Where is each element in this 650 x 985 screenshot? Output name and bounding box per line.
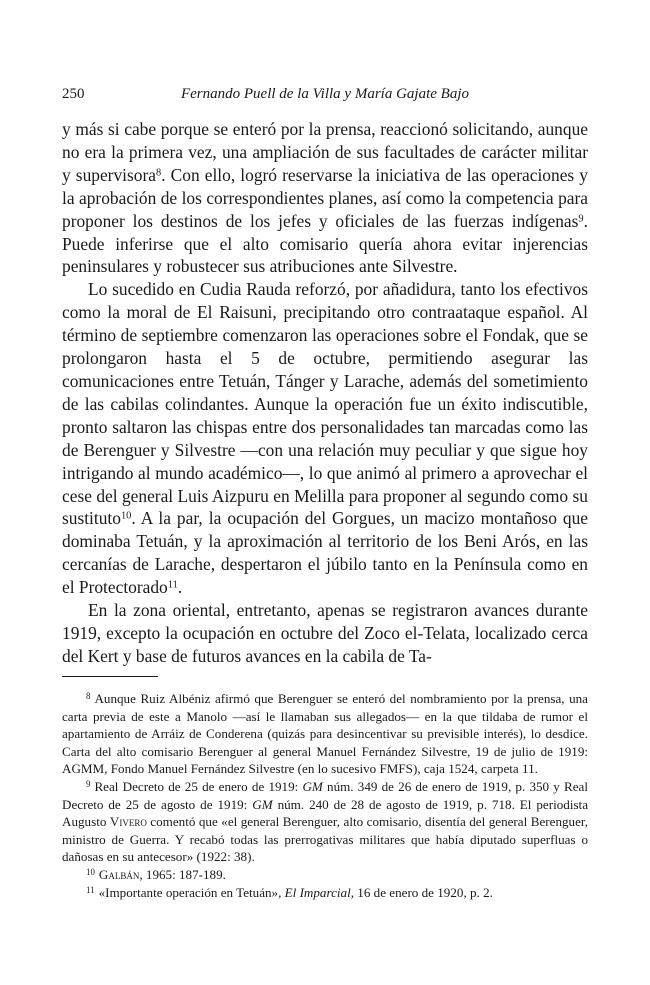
footnotes — [62, 690, 588, 901]
paragraph-1: y más si cabe porque se enteró por la prensa, reaccionó solicitando, aunque no era la primera vez, una ampliación de sus facultades de carácter militar y supervisora$^8$. Con ello, logró reservarse la iniciativa de las operaciones y la aprobación de los correspondientes planes, así como la competencia para proponer los destinos de los jefes y oficiales de las fuerzas indígenas$^9$. Puede inferirse que el alto comisario quería ahora evitar injerencias peninsulares y robustecer sus atribuciones ante Silvestre. — [62, 119, 588, 277]
author-name: Vivero — [109, 814, 147, 830]
footnote-separator — [62, 676, 158, 677]
footnote-10: $^{10}$ Galbán, 1965: 187-189. — [86, 866, 226, 882]
footnote-number: 8 — [86, 691, 91, 701]
footnote-ref-9[interactable]: 9 — [578, 212, 584, 224]
page-number: 250 — [62, 86, 85, 102]
footnote-ref-8[interactable]: 8 — [155, 167, 162, 179]
paragraph-2: Lo sucedido en Cudia Rauda reforzó, por añadidura, tanto los efectivos como la moral de El Raisuni, precipitando otro contraataque español. Al término de septiembre comenzaron las operaciones sobre el Fondak, que se prolongaron hasta el 5 de octubre, permitiendo asegurar las comunicaciones entre Tetuán, Tánger y Larache, además del sometimiento de las cabilas colindantes. Aunque la operación fue un éxito indiscutible, pronto saltaron las chispas entre dos personalidades tan marcadas como las de Berenguer y Silvestre —con una relación muy peculiar y que sigue hoy intrigando al mundo académico—, lo que animó al primero a aprovechar el cese del general Luis Aizpuru en Melilla para proponer al segundo como su sustituto$^{10}$. A la par, la ocupación del Gorgues, un macizo montañoso que dominaba Tetuán, y la aproximación al territorio de los Beni Arós, en las cercanías de Larache, despertaron el júbilo tanto en la Península como en el Protectorado$^{11}$. — [62, 279, 588, 598]
main-text — [62, 118, 588, 668]
running-head: Fernando Puell de la Villa y María Gajate Bajo — [180, 86, 469, 102]
footnote-number: 9 — [86, 778, 91, 789]
footnote-11: $^{11}$ «Importante operación en Tetuán», El Imparcial, 16 de enero de 1920, p. 2. — [86, 884, 493, 900]
footnote-9: $^9$ Real Decreto de 25 de enero de 1919: GM núm. 349 de 26 de enero de 1919, p. 350 y Real Decreto de 25 de agosto de 1919: GM núm. 240 de 28 de agosto de 1919, p. 718. El periodista Augusto Vivero comentó que «el general Berenguer, alto comisario, disentía del general Berenguer, ministro de Guerra. Y recabó todas las prerrogativas militares que había diputado superfluas o dañosas en su antecesor» (1922: 38). — [62, 778, 589, 865]
page-header — [62, 82, 588, 106]
footnote-8: $^8$ Aunque Ruiz Albéniz afirmó que Berenguer se enteró del nombramiento por la prensa, una carta previa de este a Manolo —así le llamaban sus allegados— en la que tildaba de rumor el apartamiento de Arráiz de Conderena (quizás para desincentivar su previsible interés), lo desdice. Carta del alto comisario Berenguer al general Manuel Fernández Silvestre, 19 de julio de 1919: AGMM, Fondo Manuel Fernández Silvestre (en lo sucesivo FMFS), caja 1524, carpeta 11. — [62, 691, 588, 777]
footnote-ref-11[interactable]: 11 — [167, 579, 178, 591]
author-name: Galbán — [98, 866, 140, 882]
paragraph-3: En la zona oriental, entretanto, apenas se registraron avances durante 1919, excepto la ocupación en octubre del Zoco el-Telata, localizado cerca del Kert y base de futuros avances en la cabila de Ta- — [62, 600, 588, 666]
footnote-ref-10[interactable]: 10 — [120, 510, 132, 522]
footnote-number: 10 — [86, 866, 95, 877]
footnote-number: 11 — [86, 884, 95, 895]
